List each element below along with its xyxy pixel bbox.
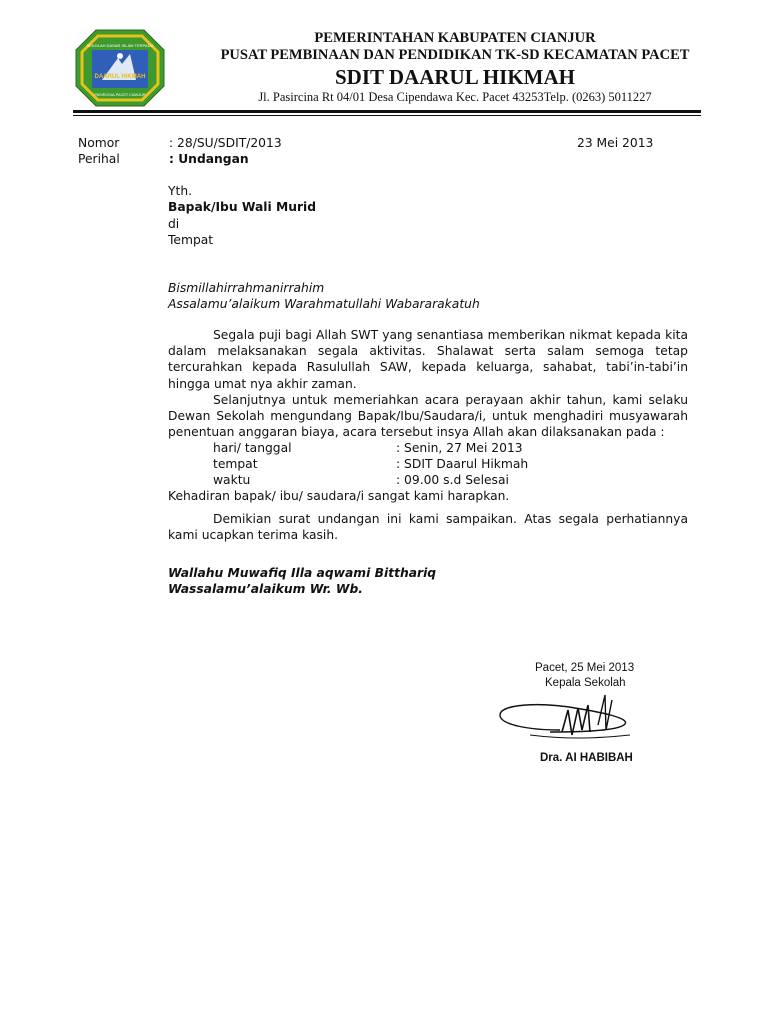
body-hope: Kehadiran bapak/ ibu/ saudara/i sangat kami harapkan. — [168, 489, 510, 503]
logo-center-text: DAARUL HIKMAH — [94, 74, 146, 80]
opening-salam: Assalamu’alaikum Warahmatullahi Wabararakatuh — [168, 297, 480, 311]
detail-value-time: : 09.00 s.d Selesai — [396, 473, 509, 487]
detail-label-time: waktu — [213, 473, 251, 487]
closing-line-2: Wassalamu’alaikum Wr. Wb. — [168, 582, 363, 596]
body-paragraph-3: Demikian surat undangan ini kami sampaikan. Atas segala perhatiannya kami ucapkan terima kasih. — [168, 512, 688, 543]
recipient-di: di — [168, 217, 180, 231]
recipient-yth: Yth. — [168, 184, 193, 198]
detail-label-date: hari/ tanggal — [213, 441, 292, 455]
signature-title: Kepala Sekolah — [545, 677, 626, 689]
letterhead-government: PEMERINTAHAN KABUPATEN CIANJUR — [314, 30, 596, 46]
letterhead-institution: PUSAT PEMBINAAN DAN PENDIDIKAN TK-SD KECAMATAN PACET — [220, 47, 690, 63]
letter-date: 23 Mei 2013 — [577, 136, 654, 150]
nomor-value: : 28/SU/SDIT/2013 — [169, 136, 282, 150]
school-logo — [74, 28, 166, 108]
perihal-value: : Undangan — [169, 152, 249, 166]
handwritten-signature — [490, 690, 640, 750]
nomor-label: Nomor — [78, 136, 120, 150]
signature-name: Dra. AI HABIBAH — [540, 752, 633, 764]
perihal-label: Perihal — [78, 152, 120, 166]
letterhead-address: Jl. Pasircina Rt 04/01 Desa Cipendawa Kec. Pacet 43253Telp. (0263) 5011227 — [258, 90, 652, 104]
logo-bottom-text: PASIRCINA-PACET CIANJUR — [94, 93, 146, 97]
detail-value-place: : SDIT Daarul Hikmah — [396, 457, 529, 471]
recipient-place: Tempat — [168, 233, 214, 247]
recipient-name: Bapak/Ibu Wali Murid — [168, 200, 317, 214]
body-paragraph-2: Selanjutnya untuk memeriahkan acara perayaan akhir tahun, kami selaku Dewan Sekolah mengundang Bapak/Ibu/Saudara/i, untuk menghadiri musyawarah penentuan anggaran biaya, acara tersebut insya Allah akan dilaksanakan pada : — [168, 393, 688, 440]
signature-place-date: Pacet, 25 Mei 2013 — [535, 662, 635, 674]
letterhead-school-name: SDIT DAARUL HIKMAH — [335, 65, 575, 89]
opening-basmalah: Bismillahirrahmanirrahim — [168, 281, 325, 295]
letterhead-rule-thick — [73, 110, 701, 113]
body-paragraph-1: Segala puji bagi Allah SWT yang senantiasa memberikan nikmat kepada kita dalam melaksanakan segala aktivitas. Shalawat serta salam semoga tetap tercurahkan kepada Rasulullah SAW, kepada keluarga, sahabat, tabi’in-tabi’in hingga umat nya akhir zaman. — [168, 328, 688, 391]
letterhead-rule-thin — [73, 115, 701, 116]
closing-line-1: Wallahu Muwafiq Illa aqwami Bitthariq — [168, 566, 437, 580]
logo-top-text: SEKOLAH DASAR ISLAM TERPADU — [86, 43, 154, 48]
detail-label-place: tempat — [213, 457, 258, 471]
detail-value-date: : Senin, 27 Mei 2013 — [396, 441, 523, 455]
